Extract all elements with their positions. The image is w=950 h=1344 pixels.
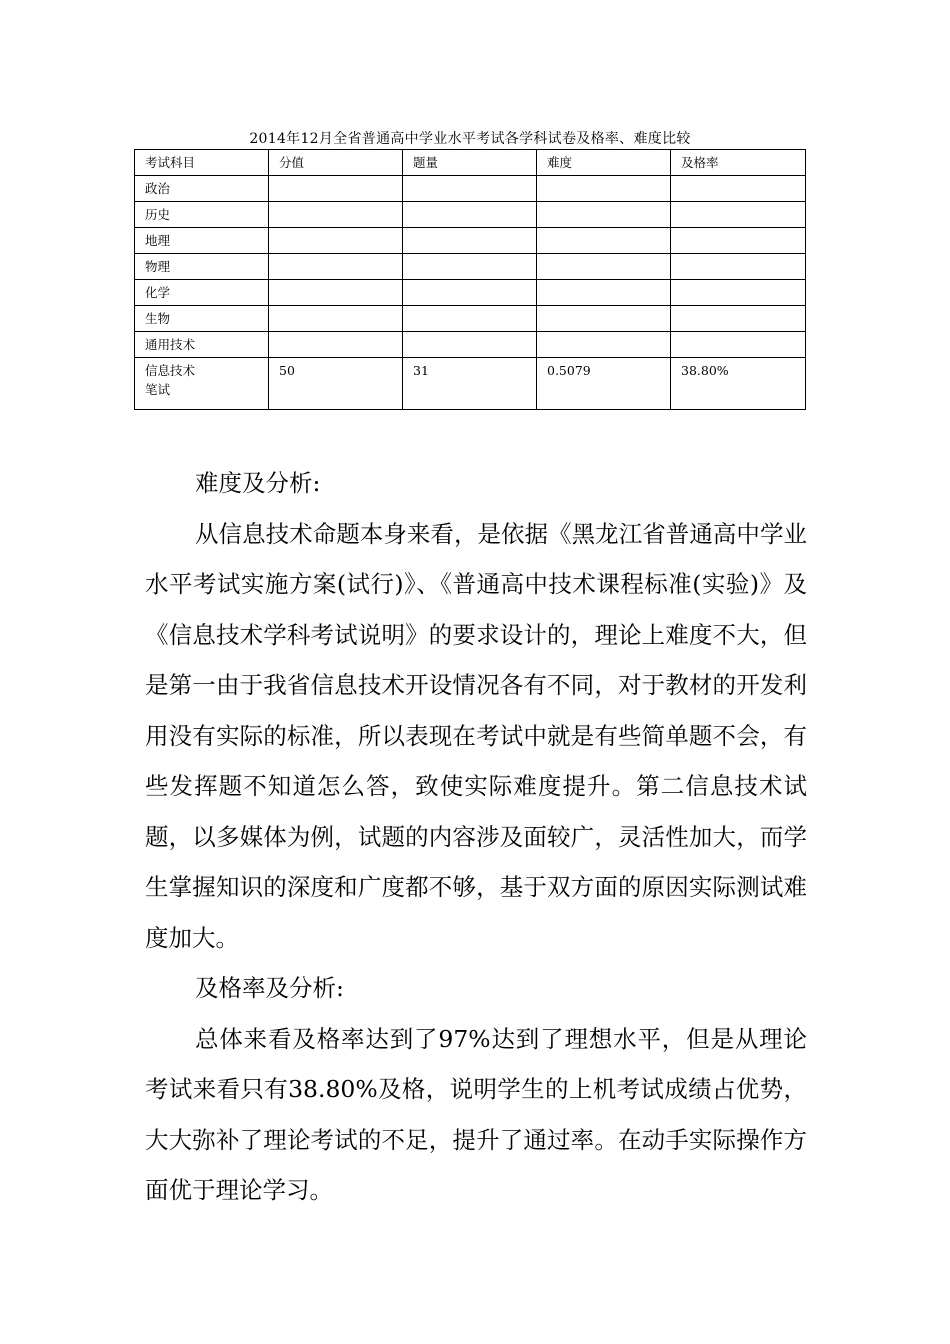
cell-score: [269, 176, 403, 202]
cell-difficulty: 0.5079: [537, 358, 671, 410]
cell-score: [269, 280, 403, 306]
cell-score: [269, 202, 403, 228]
cell-pass-rate: [671, 280, 806, 306]
cell-score: [269, 306, 403, 332]
cell-subject: 生物: [135, 306, 269, 332]
table-row: [135, 202, 806, 228]
cell-count: [403, 332, 537, 358]
cell-count: 31: [403, 358, 537, 410]
table-row: [135, 280, 806, 306]
cell-count: [403, 306, 537, 332]
cell-score: 50: [269, 358, 403, 410]
header-score: 分值: [269, 150, 403, 176]
cell-subject: 政治: [135, 176, 269, 202]
pass-rate-difficulty-table: [134, 149, 806, 410]
cell-count: [403, 176, 537, 202]
cell-subject: 通用技术: [135, 332, 269, 358]
cell-count: [403, 228, 537, 254]
cell-difficulty: [537, 228, 671, 254]
subject-line-1: 信息技术: [145, 363, 196, 378]
cell-count: [403, 280, 537, 306]
cell-pass-rate: 38.80%: [671, 358, 806, 410]
header-subject: 考试科目: [135, 150, 269, 176]
cell-pass-rate: [671, 176, 806, 202]
cell-pass-rate: [671, 332, 806, 358]
cell-score: [269, 332, 403, 358]
difficulty-heading: 难度及分析:: [195, 469, 321, 497]
table-row: [135, 176, 806, 202]
cell-score: [269, 254, 403, 280]
header-difficulty: 难度: [537, 150, 671, 176]
cell-pass-rate: [671, 254, 806, 280]
cell-pass-rate: [671, 202, 806, 228]
cell-pass-rate: [671, 228, 806, 254]
cell-difficulty: [537, 254, 671, 280]
cell-subject: 历史: [135, 202, 269, 228]
cell-subject: [135, 358, 269, 410]
cell-subject: 化学: [135, 280, 269, 306]
table-row: [135, 332, 806, 358]
table-title: 2014年12月全省普通高中学业水平考试各学科试卷及格率、难度比较: [249, 131, 691, 147]
analysis-body: [145, 458, 807, 1216]
cell-score: [269, 228, 403, 254]
table-row: [135, 306, 806, 332]
cell-count: [403, 254, 537, 280]
header-pass-rate: 及格率: [671, 150, 806, 176]
cell-difficulty: [537, 280, 671, 306]
subject-line-2: 笔试: [145, 382, 171, 397]
cell-difficulty: [537, 332, 671, 358]
pass-rate-paragraph: 总体来看及格率达到了97%达到了理想水平，但是从理论考试来看只有38.80%及格，说明学生的上机考试成绩占优势，大大弥补了理论考试的不足，提升了通过率。在动手实际操作方面优于理论学习。: [145, 1024, 807, 1204]
table-row-info-tech: [135, 358, 806, 410]
table-header-row: [135, 150, 806, 176]
difficulty-paragraph: 从信息技术命题本身来看，是依据《黑龙江省普通高中学业水平考试实施方案(试行)》、《普通高中技术课程标准(实验)》及《信息技术学科考试说明》的要求设计的，理论上难度不大，但是第一由于我省信息技术开设情况各有不同，对于教材的开发利用没有实际的标准，所以表现在考试中就是有些简单题不会，有些发挥题不知道怎么答，致使实际难度提升。第二信息技术试题，以多媒体为例，试题的内容涉及面较广，灵活性加大，而学生掌握知识的深度和广度都不够，基于双方面的原因实际测试难度加大。: [145, 519, 807, 952]
cell-difficulty: [537, 176, 671, 202]
table-row: [135, 254, 806, 280]
cell-count: [403, 202, 537, 228]
cell-difficulty: [537, 306, 671, 332]
cell-pass-rate: [671, 306, 806, 332]
table-row: [135, 228, 806, 254]
cell-subject: 物理: [135, 254, 269, 280]
cell-subject: 地理: [135, 228, 269, 254]
header-count: 题量: [403, 150, 537, 176]
pass-rate-heading: 及格率及分析:: [195, 974, 344, 1002]
cell-difficulty: [537, 202, 671, 228]
